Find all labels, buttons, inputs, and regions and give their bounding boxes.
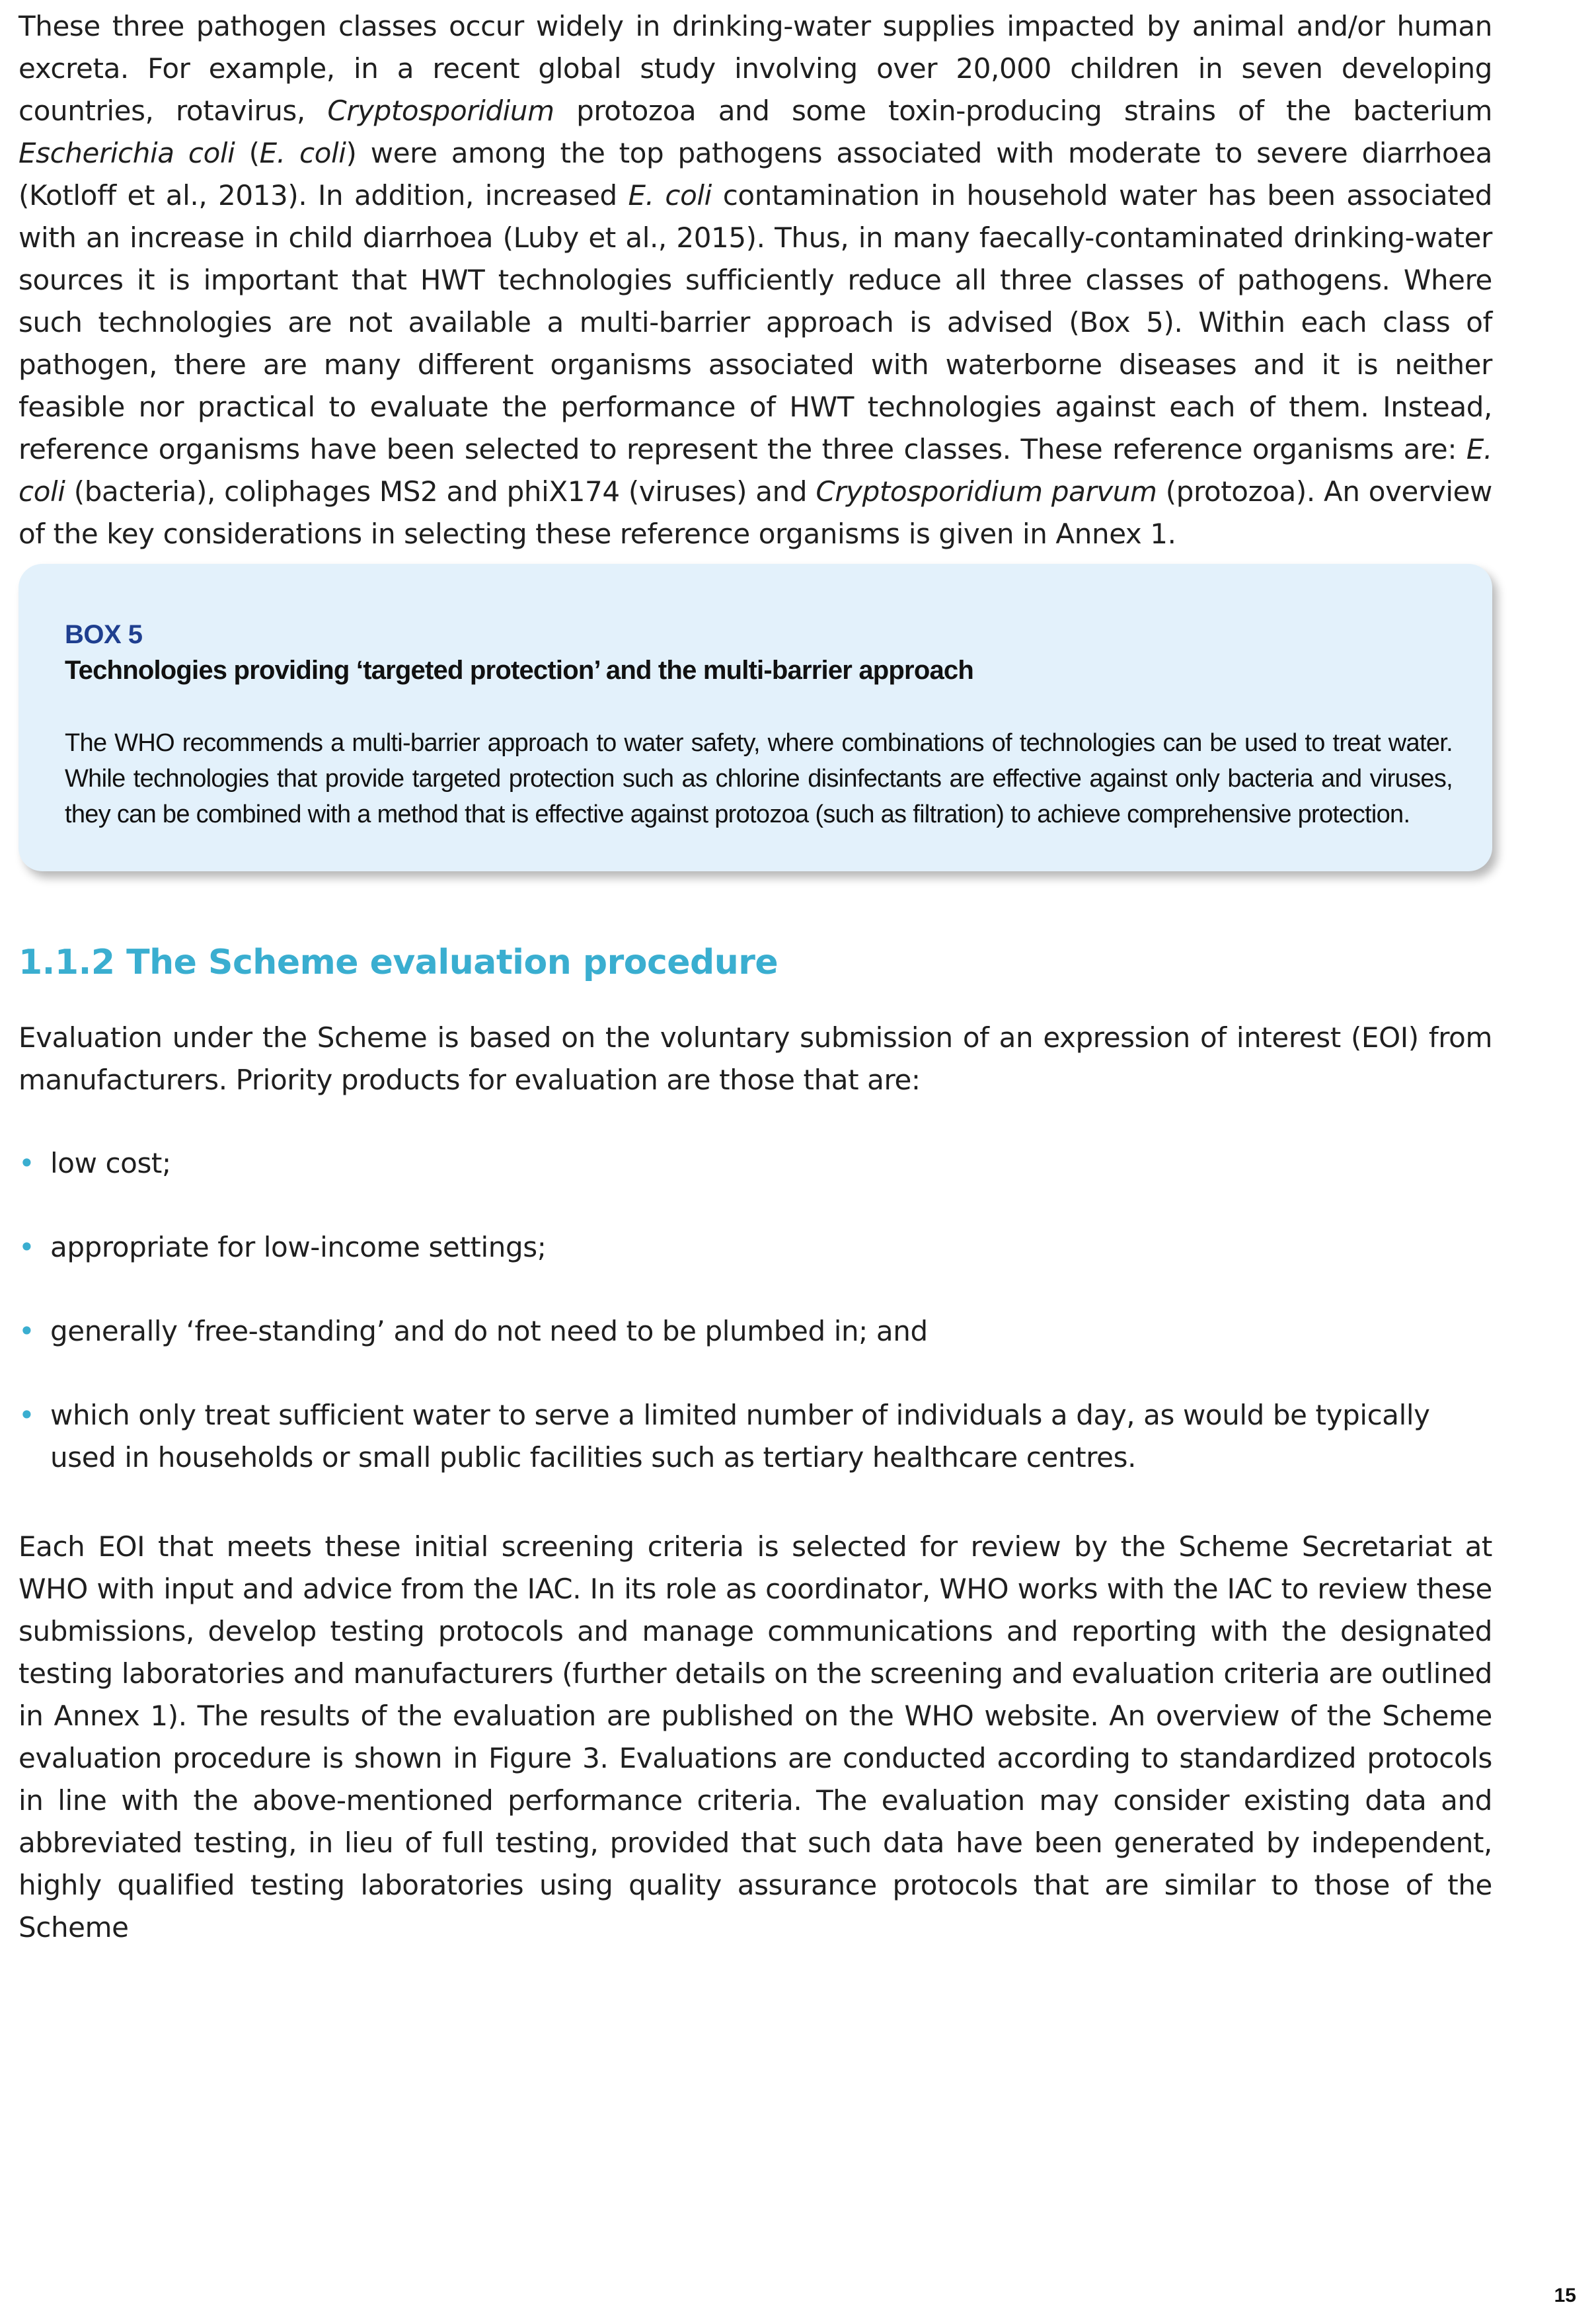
bullet-icon: • — [19, 1147, 35, 1179]
box-body: The WHO recommends a multi-barrier approach to water safety, where combinations of technologies can be used to treat water. While technologies that provide targeted protection such as chlorine disinfectants are effective against only bacteria and viruses, they can be combined with a method that is effective against protozoa (such as filtration) to achieve comprehensive protection. — [65, 729, 1453, 828]
italic-term: Cryptosporidium parvum — [816, 475, 1157, 508]
italic-term: E. coli — [259, 137, 346, 169]
document-page — [19, 5, 1493, 1944]
intro-paragraph: These three pathogen classes occur widely in drinking-water supplies impacted by animal and/or human excreta. For example, in a recent global study involving over 20,000 children in seven developing countries, rotavirus, Cryptosporidium protozoa and some toxin-producing strains of the bacterium Escherichia coli (E. coli) were among the top pathogens associated with moderate to severe diarrhoea (Kotloff et al., 2013). In addition, increased E. coli contamination in household water has been associated with an increase in child diarrhoea (Luby et al., 2015). Thus, in many faecally-contaminated drinking-water sources it is important that HWT technologies sufficiently reduce all three classes of pathogens. Where such technologies are not available a multi-barrier approach is advised (Box 5). Within each class of pathogen, there are many different organisms associated with waterborne diseases and it is neither feasible nor practical to evaluate the performance of HWT technologies against each of them. Instead, reference organisms have been selected to represent the three classes. These reference organisms are: E. coli (bacteria), coliphages MS2 and phiX174 (viruses) and Cryptosporidium parvum (protozoa). An overview of the key considerations in selecting these reference organisms is given in Annex 1. — [19, 10, 1493, 550]
italic-term: Cryptosporidium — [327, 95, 554, 127]
list-item: • which only treat sufficient water to serve a limited number of individuals a day, as would be typically used in households or small public facilities such as tertiary healthcare centres. — [19, 1394, 1492, 1479]
italic-term: E. coli — [19, 433, 1492, 508]
bullet-icon: • — [19, 1231, 35, 1263]
box-content — [65, 617, 1453, 832]
bullet-icon: • — [19, 1399, 35, 1431]
section-paragraph: Evaluation under the Scheme is based on the voluntary submission of an expression of interest (EOI) from manufacturers. Priority products for evaluation are those that are: — [19, 1021, 1492, 1096]
closing-paragraph: Each EOI that meets these initial screening criteria is selected for review by the Scheme Secretariat at WHO with input and advice from the IAC. In its role as coordinator, WHO works with the IAC to review these submissions, develop testing protocols and manage communications and reporting with the designated testing laboratories and manufacturers (further details on the screening and evaluation criteria are outlined in Annex 1). The results of the evaluation are published on the WHO website. An overview of the Scheme evaluation procedure is shown in Figure 3. Evaluations are conducted according to standardized protocols in line with the above-mentioned performance criteria. The evaluation may consider existing data and abbreviated testing, in lieu of full testing, provided that such data have been generated by independent, highly qualified testing laboratories using quality assurance protocols that are similar to those of the Scheme — [19, 1530, 1492, 1944]
bullet-icon: • — [19, 1315, 35, 1347]
box-label: BOX 5 — [65, 620, 143, 649]
italic-term: E. coli — [628, 179, 712, 212]
page-number: 15 — [1554, 2285, 1576, 2306]
priority-criteria-list — [19, 1142, 1492, 1520]
section-heading: 1.1.2 The Scheme evaluation procedure — [19, 943, 779, 982]
list-item: • appropriate for low-income settings; — [19, 1226, 1492, 1269]
list-item: • low cost; — [19, 1142, 1492, 1185]
italic-term: Escherichia coli — [19, 137, 235, 169]
list-item: • generally ‘free-standing’ and do not need to be plumbed in; and — [19, 1310, 1492, 1353]
box-5-callout — [19, 564, 1492, 871]
box-title: Technologies providing ‘targeted protection’ and the multi-barrier approach — [65, 656, 973, 685]
